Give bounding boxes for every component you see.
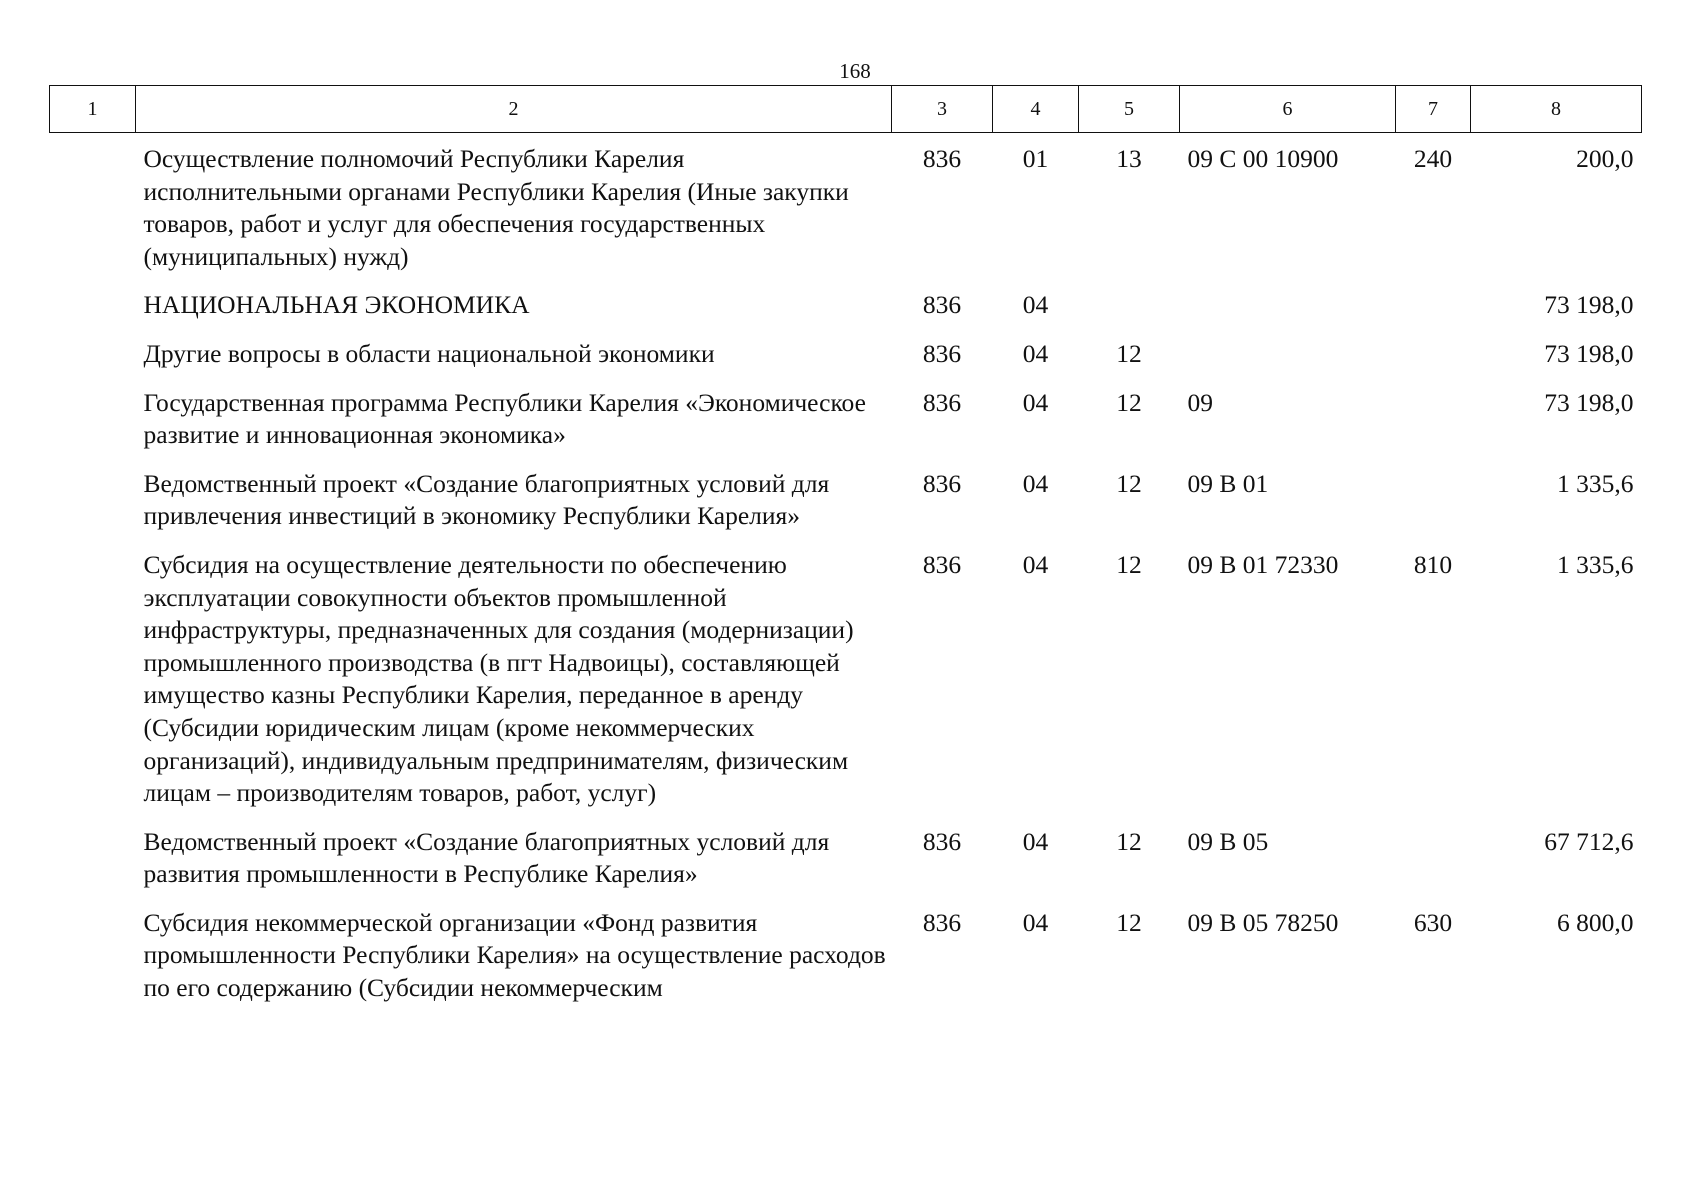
row-ministry: 836 (922, 826, 962, 856)
row-col-1 (50, 907, 136, 1021)
row-name: Другие вопросы в области национальной экономики (143, 338, 715, 368)
row-expense-type (1396, 468, 1471, 549)
row-name: Субсидия некоммерческой организации «Фонд развития промышленности Республики Карелия» на осуществление расходов по его содержанию (Субсидии некоммерческим (143, 907, 886, 1003)
row-ministry: 836 (922, 387, 962, 417)
row-section: 01 (1022, 144, 1049, 173)
row-subsection: 12 (1116, 826, 1142, 856)
row-amount: 73 198,0 (1544, 290, 1634, 320)
row-col-1 (50, 387, 136, 468)
row-ministry: 836 (922, 290, 962, 320)
row-col-1 (50, 338, 136, 387)
row-amount: 1 335,6 (1557, 549, 1634, 579)
row-subsection: 12 (1116, 549, 1142, 579)
row-section: 04 (1022, 826, 1049, 856)
row-expense-type: 630 (1413, 907, 1453, 937)
header-col-5: 5 (1079, 86, 1180, 133)
row-section: 04 (1022, 468, 1049, 498)
row-target-article: 09 (1187, 387, 1213, 417)
table-row (50, 549, 1642, 826)
row-target-article: 09 В 05 78250 (1187, 907, 1339, 937)
row-target-article (1180, 338, 1396, 387)
row-expense-type (1396, 338, 1471, 387)
row-col-1 (50, 289, 136, 338)
header-col-6: 6 (1180, 86, 1396, 133)
row-col-1 (50, 826, 136, 907)
table-row (50, 387, 1642, 468)
row-expense-type (1396, 289, 1471, 338)
row-ministry: 836 (922, 144, 962, 173)
row-subsection: 12 (1116, 907, 1142, 937)
page-number: 168 (839, 59, 871, 83)
table-row (50, 289, 1642, 338)
row-expense-type: 240 (1413, 144, 1453, 173)
row-section: 04 (1022, 338, 1049, 368)
table-header (50, 86, 1642, 133)
row-amount: 1 335,6 (1557, 468, 1634, 498)
table-row (50, 338, 1642, 387)
table-body (50, 133, 1642, 1021)
table-row (50, 907, 1642, 1021)
row-amount: 73 198,0 (1544, 387, 1634, 417)
row-ministry: 836 (922, 907, 962, 937)
row-name: Ведомственный проект «Создание благоприятных условий для привлечения инвестиций в экономику Республики Карелия» (143, 468, 830, 531)
row-name: Осуществление полномочий Республики Карелия исполнительными органами Республики Карелия (Иные закупки товаров, работ и услуг для обеспечения государственных (муниципальных) нужд) (143, 144, 849, 271)
row-amount: 200,0 (1576, 144, 1634, 173)
table-row (50, 826, 1642, 907)
header-col-7: 7 (1396, 86, 1471, 133)
header-col-8: 8 (1471, 86, 1642, 133)
row-amount: 67 712,6 (1544, 826, 1634, 856)
row-ministry: 836 (922, 338, 962, 368)
row-col-1 (50, 549, 136, 826)
row-target-article: 09 В 01 72330 (1187, 549, 1339, 579)
row-ministry: 836 (922, 468, 962, 498)
row-name: НАЦИОНАЛЬНАЯ ЭКОНОМИКА (143, 290, 530, 320)
header-col-3: 3 (892, 86, 993, 133)
row-section: 04 (1022, 549, 1049, 579)
row-name: Государственная программа Республики Карелия «Экономическое развитие и инновационная экономика» (143, 387, 866, 450)
row-subsection: 12 (1116, 338, 1142, 368)
row-target-article: 09 С 00 10900 (1187, 144, 1339, 173)
table-row (50, 468, 1642, 549)
table-row (50, 133, 1642, 290)
row-amount: 73 198,0 (1544, 338, 1634, 368)
header-col-2: 2 (136, 86, 892, 133)
row-section: 04 (1022, 290, 1049, 320)
row-target-article (1180, 289, 1396, 338)
header-col-4: 4 (993, 86, 1079, 133)
row-section: 04 (1022, 387, 1049, 417)
row-ministry: 836 (922, 549, 962, 579)
row-expense-type (1396, 826, 1471, 907)
row-subsection (1079, 289, 1180, 338)
row-name: Субсидия на осуществление деятельности по обеспечению эксплуатации совокупности объектов промышленной инфраструктуры, предназначенных для создания (модернизации) промышленного производства (в пгт Надвоицы), составляющей имущество казны Республики Карелия, переданное в аренду (Субсидии юридическим лицам (кроме некоммерческих организаций), индивидуальным предпринимателям, физическим лицам – производителям товаров, работ, услуг) (143, 549, 854, 808)
row-subsection: 12 (1116, 387, 1142, 417)
row-name: Ведомственный проект «Создание благоприятных условий для развития промышленности в Республике Карелия» (143, 826, 830, 889)
row-subsection: 13 (1116, 144, 1142, 173)
row-expense-type (1396, 387, 1471, 468)
row-amount: 6 800,0 (1557, 907, 1634, 937)
row-col-1 (50, 133, 136, 290)
row-section: 04 (1022, 907, 1049, 937)
row-subsection: 12 (1116, 468, 1142, 498)
row-col-1 (50, 468, 136, 549)
row-target-article: 09 В 05 (1187, 826, 1269, 856)
budget-table (49, 85, 1642, 1021)
header-row (50, 86, 1642, 133)
header-col-1: 1 (50, 86, 136, 133)
row-expense-type: 810 (1413, 549, 1453, 579)
row-target-article: 09 В 01 (1187, 468, 1269, 498)
